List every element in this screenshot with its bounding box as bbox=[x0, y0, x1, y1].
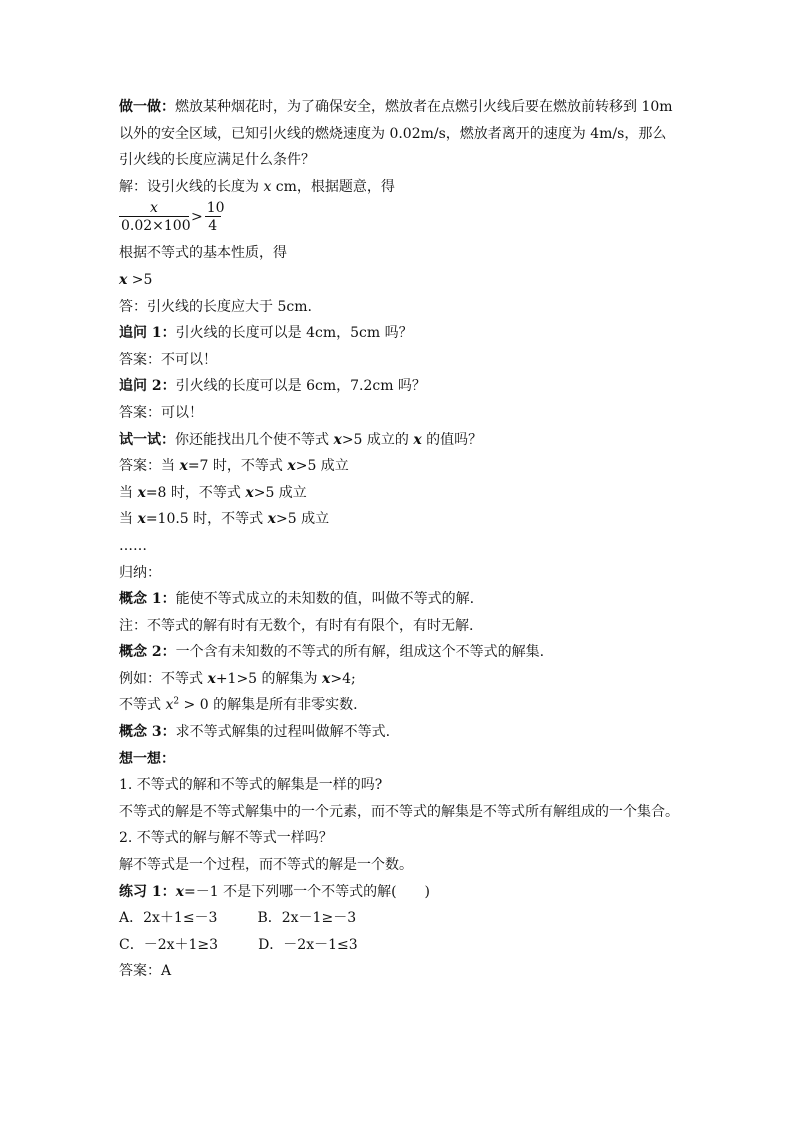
option-b: B．2x－1≥－3 bbox=[257, 910, 357, 927]
option-c: C．－2x＋1≥3 bbox=[119, 936, 219, 953]
exercise-text: =－1 不是下列哪一个不等式的解( ) bbox=[183, 883, 430, 900]
summary-heading: 归纳： bbox=[119, 564, 161, 581]
try-text: 的值吗？ bbox=[421, 431, 483, 448]
variable-x: x bbox=[137, 484, 146, 501]
concept-3 bbox=[119, 719, 679, 746]
concept-text: 求不等式解集的过程叫做解不等式. bbox=[175, 724, 391, 741]
fraction-left bbox=[119, 200, 189, 234]
think-heading: 想一想： bbox=[119, 750, 175, 767]
question-text: 引火线的长度可以是 4cm，5cm 吗？ bbox=[175, 325, 413, 342]
concept-text: 一个含有未知数的不等式的所有解，组成这个不等式的解集. bbox=[175, 644, 545, 661]
intro-label: 做一做： bbox=[119, 99, 175, 115]
think-question-2: 2. 不等式的解与解不等式一样吗？ bbox=[119, 830, 333, 847]
example-text: >4; bbox=[330, 670, 356, 687]
try-answer-2 bbox=[119, 480, 679, 507]
intro-paragraph bbox=[119, 94, 679, 174]
solution-prefix: 解：设引火线的长度为 bbox=[119, 178, 264, 195]
solution-line-1 bbox=[119, 174, 679, 201]
concept-note: 注：不等式的解有时有无数个，有时有有限个，有时无解. bbox=[119, 617, 474, 634]
fraction-right-numerator: 10 bbox=[206, 200, 225, 217]
fraction-left-denominator: 0.02×100 bbox=[121, 218, 191, 235]
variable-x: x bbox=[175, 883, 184, 900]
exercise-options-cd bbox=[119, 932, 679, 959]
question-label: 追问 1： bbox=[119, 325, 176, 342]
variable-x: x bbox=[263, 178, 272, 195]
try-answer-1 bbox=[119, 453, 679, 480]
solution-answer: 答：引火线的长度应大于 5cm. bbox=[119, 298, 312, 315]
answer-text: >5 成立 bbox=[295, 458, 349, 475]
example-text: 例如：不等式 bbox=[119, 670, 208, 687]
fraction-right-denominator: 4 bbox=[205, 216, 221, 234]
answer-text: >5 成立 bbox=[275, 511, 330, 528]
solution-suffix: cm，根据题意，得 bbox=[271, 178, 395, 195]
think-answer-2: 解不等式是一个过程，而不等式的解是一个数。 bbox=[119, 857, 413, 874]
variable-x: x bbox=[245, 484, 254, 501]
answer-text: =10.5 时，不等式 bbox=[145, 511, 268, 528]
variable-x: x bbox=[165, 697, 174, 714]
think-answer-1: 不等式的解是不等式解集中的一个元素，而不等式的解集是不等式所有解组成的一个集合。 bbox=[119, 803, 679, 820]
variable-x: x bbox=[119, 271, 128, 288]
intro-text: 燃放某种烟花时，为了确保安全，燃放者在点燃引火线后要在燃放前转移到 10m 以外的安全区域，已知引火线的燃烧速度为 0.02m/s，燃放者离开的速度为 4m/s，那么引火线的长度应满足什么条件？ bbox=[119, 99, 673, 169]
variable-x: x bbox=[267, 511, 276, 528]
exercise-label: 练习 1： bbox=[119, 883, 176, 900]
concept-label: 概念 3： bbox=[119, 724, 176, 741]
answer-text: >5 成立 bbox=[253, 484, 307, 501]
variable-x: x bbox=[207, 670, 216, 687]
ellipsis: …… bbox=[119, 537, 147, 554]
example-text: 不等式 bbox=[119, 697, 166, 714]
think-question-1: 1. 不等式的解和不等式的解集是一样的吗? bbox=[119, 777, 383, 794]
solution-line-2: 根据不等式的基本性质，得 bbox=[119, 245, 287, 262]
answer-text: 当 bbox=[119, 484, 138, 501]
example-2 bbox=[119, 692, 679, 719]
option-d: D．－2x－1≤3 bbox=[258, 936, 358, 953]
inequality-formula bbox=[119, 200, 679, 240]
answer-text: =8 时，不等式 bbox=[145, 484, 246, 501]
exponent: 2 bbox=[173, 696, 180, 707]
try-text: 你还能找出几个使不等式 bbox=[175, 431, 334, 448]
try-text: >5 成立的 bbox=[341, 431, 414, 448]
fraction-left-numerator: x bbox=[150, 200, 158, 217]
answer-text: 当 bbox=[119, 511, 138, 528]
variable-x: x bbox=[413, 431, 422, 448]
example-1 bbox=[119, 666, 679, 693]
concept-1 bbox=[119, 586, 679, 613]
variable-x: x bbox=[333, 431, 342, 448]
try-label: 试一试： bbox=[119, 431, 175, 448]
option-a: A．2x＋1≤－3 bbox=[119, 910, 218, 927]
follow-up-question-2 bbox=[119, 373, 679, 400]
example-text: > 0 的解集是所有非零实数. bbox=[179, 697, 358, 714]
exercise-answer: 答案：A bbox=[119, 963, 172, 980]
variable-x: x bbox=[322, 670, 331, 687]
example-text: +1>5 的解集为 bbox=[215, 670, 322, 687]
answer-text: 答案：当 bbox=[119, 458, 180, 475]
exercise-stem bbox=[119, 879, 679, 906]
follow-up-answer-1: 答案：不可以！ bbox=[119, 351, 217, 368]
question-text: 引火线的长度可以是 6cm，7.2cm 吗？ bbox=[175, 378, 426, 395]
solution-line-3 bbox=[119, 267, 679, 294]
concept-label: 概念 2： bbox=[119, 644, 176, 661]
concept-label: 概念 1： bbox=[119, 591, 176, 608]
concept-2 bbox=[119, 639, 679, 666]
question-label: 追问 2： bbox=[119, 378, 176, 395]
variable-x: x bbox=[179, 458, 188, 475]
follow-up-question-1 bbox=[119, 320, 679, 347]
concept-text: 能使不等式成立的未知数的值，叫做不等式的解. bbox=[175, 591, 475, 608]
try-question bbox=[119, 427, 679, 454]
greater-than-sign: > bbox=[191, 209, 203, 226]
answer-text: =7 时，不等式 bbox=[187, 458, 288, 475]
variable-x: x bbox=[287, 458, 296, 475]
follow-up-answer-2: 答案：可以！ bbox=[119, 404, 203, 421]
fraction-right bbox=[205, 200, 225, 235]
variable-x: x bbox=[137, 511, 146, 528]
document-body bbox=[119, 94, 679, 985]
result-text: >5 bbox=[127, 271, 153, 288]
exercise-options-ab bbox=[119, 905, 679, 932]
try-answer-3 bbox=[119, 506, 679, 533]
